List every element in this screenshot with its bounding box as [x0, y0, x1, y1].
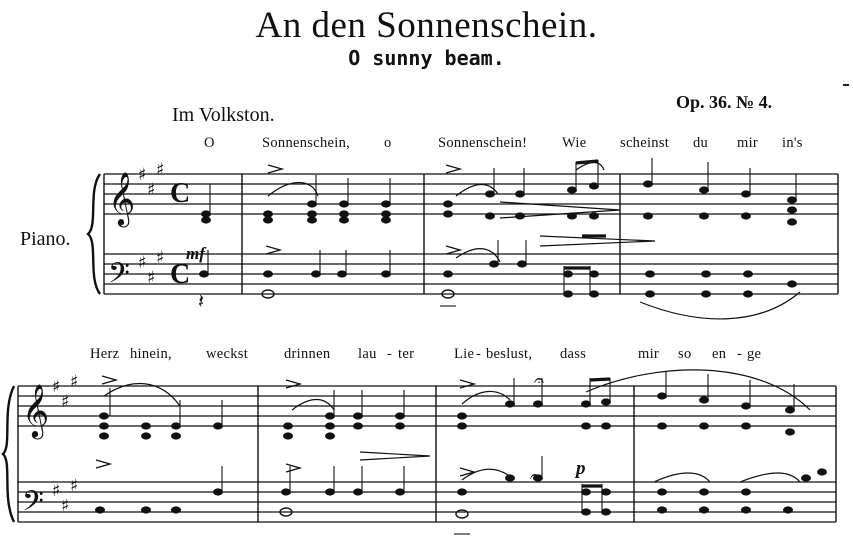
svg-text:♯: ♯: [138, 253, 147, 273]
brace-system2: [3, 386, 14, 522]
svg-text:♯: ♯: [147, 268, 156, 288]
lyric-syllable: ge: [747, 346, 762, 362]
lyric-syllable: ter: [398, 346, 415, 362]
lyric-syllable: o: [384, 135, 392, 151]
lyric-syllable: en: [712, 346, 727, 362]
bass-clef-icon: 𝄢: [108, 257, 130, 297]
svg-text:♯: ♯: [147, 180, 156, 200]
lyric-syllable: weckst: [206, 346, 249, 362]
dynamic-mf: mf: [186, 244, 205, 263]
treble-clef-icon: 𝄞: [108, 171, 136, 225]
song-subtitle: O sunny beam.: [348, 46, 505, 70]
lyric-syllable: Lie: [454, 346, 475, 362]
accent-marks: [96, 165, 474, 476]
svg-text:♯: ♯: [61, 496, 70, 516]
opus-number: Op. 36. № 4.: [676, 92, 773, 112]
lyric-syllable: in's: [782, 135, 803, 151]
barlines-system1: [104, 174, 838, 294]
tempo-marking: Im Volkston.: [172, 104, 275, 126]
staff-system1-bass: [104, 254, 838, 294]
svg-text:♯: ♯: [70, 476, 79, 496]
staff-system2-treble: [18, 386, 836, 426]
lyric-syllable: beslust,: [486, 346, 533, 362]
lyric-syllable: O: [204, 135, 215, 151]
instrument-label: Piano.: [20, 228, 71, 250]
time-signature: C: [170, 178, 191, 209]
brace-system1: [88, 174, 100, 294]
lyric-syllable: drinnen: [284, 346, 331, 362]
note-stems: [110, 158, 796, 512]
dynamic-p: p: [576, 458, 586, 479]
ledger-lines: [440, 306, 470, 534]
bass-clef-icon: 𝄢: [22, 485, 44, 525]
svg-text:♯: ♯: [52, 377, 61, 397]
half-notes: [262, 290, 468, 518]
lyric-syllable: Sonnenschein!: [438, 135, 528, 151]
svg-text:♯: ♯: [156, 248, 165, 268]
lyric-syllable: so: [678, 346, 692, 362]
svg-text:♯: ♯: [156, 160, 165, 180]
rests: [198, 289, 544, 487]
lyric-syllable: mir: [737, 135, 759, 151]
lyric-syllable: du: [693, 135, 709, 151]
svg-text:♯: ♯: [138, 165, 147, 185]
staff-system2-bass: [18, 482, 836, 522]
time-signature: C: [170, 259, 191, 290]
lyric-syllable: Sonnenschein,: [262, 135, 351, 151]
lyric-syllable: mir: [638, 346, 660, 362]
lyric-syllable: lau: [358, 346, 377, 362]
lyric-syllable: Wie: [562, 135, 587, 151]
treble-clef-icon: 𝄞: [22, 383, 50, 437]
noteheads: [95, 180, 827, 515]
lyric-syllable: hinein,: [130, 346, 172, 362]
lyric-syllable: scheinst: [620, 135, 670, 151]
svg-text:♯: ♯: [70, 372, 79, 392]
lyric-syllable: -: [476, 346, 482, 362]
svg-text:𝄐: 𝄐: [530, 466, 541, 487]
lyric-syllable: dass: [560, 346, 587, 362]
svg-text:♯: ♯: [52, 481, 61, 501]
song-title: An den Sonnenschein.: [255, 5, 598, 46]
svg-text:𝄐: 𝄐: [534, 370, 545, 391]
beams: [564, 161, 610, 486]
lyric-syllable: -: [737, 346, 743, 362]
svg-text:𝄽: 𝄽: [198, 289, 205, 313]
svg-text:♯: ♯: [61, 392, 70, 412]
staff-system1-treble: [104, 174, 838, 214]
lyric-syllable: -: [387, 346, 393, 362]
lyric-syllable: Herz: [90, 346, 120, 362]
